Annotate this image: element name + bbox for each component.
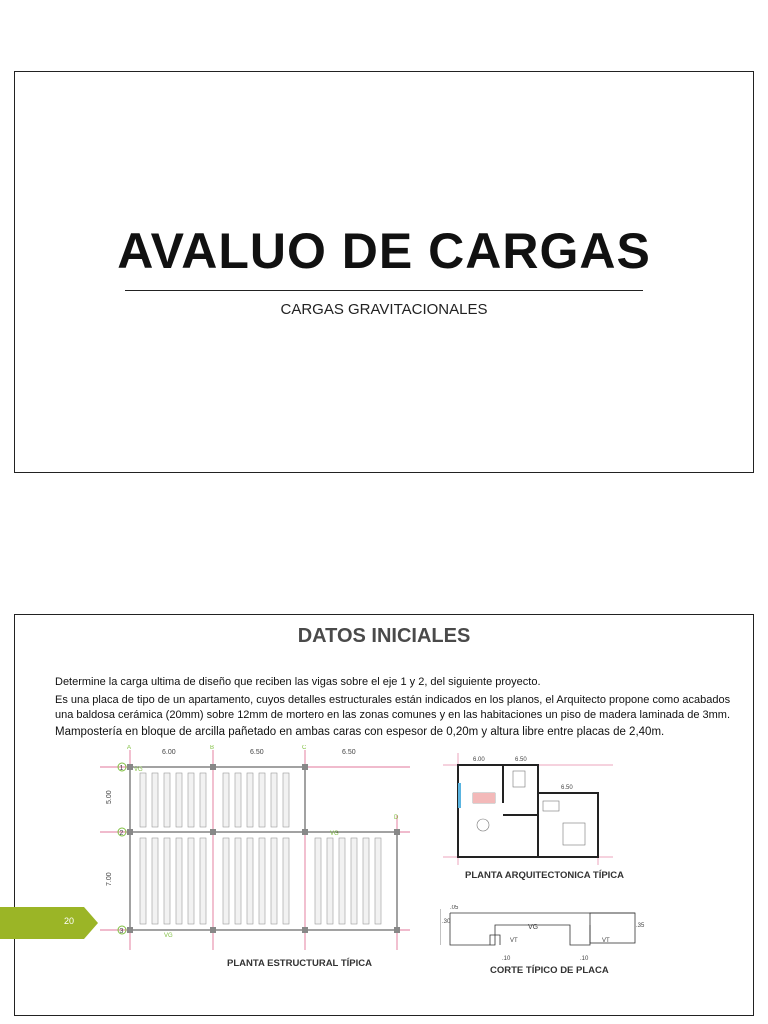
beam-label: VG <box>164 933 173 939</box>
row-axis-label: 1 <box>119 765 124 772</box>
page-number: 20 <box>64 916 75 926</box>
section-caption: CORTE TÍPICO DE PLACA <box>490 965 609 976</box>
section-dim: .30 <box>442 919 451 925</box>
row-axis-label: 2 <box>119 830 124 837</box>
section-label: VT <box>602 938 610 944</box>
arch-span-label: 6.50 <box>515 757 527 763</box>
beam-label: VG <box>330 831 339 837</box>
arch-span-label: 6.00 <box>473 757 485 763</box>
structural-plan-drawing <box>100 745 410 955</box>
row-axis-label: 3 <box>119 928 124 935</box>
section-dim: .10 <box>502 956 511 962</box>
section-drawing <box>440 905 645 965</box>
title-slide <box>14 71 754 473</box>
page-number-badge <box>0 907 98 939</box>
height-label: 5.00 <box>106 790 113 804</box>
section-dim: .10 <box>580 956 589 962</box>
section-dim: .35 <box>636 923 645 929</box>
structural-plan-caption: PLANTA ESTRUCTURAL TÍPICA <box>227 958 372 969</box>
column-axis-label: B <box>210 745 215 751</box>
paragraph-2: Es una placa de tipo de un apartamento, cuyos detalles estructurales están indicados en los planos, el Arquitecto propone como acabados una baldosa cerámica (20mm) sobre 12mm de mortero en las zonas comunes y en las habitaciones un piso de madera laminada de 3mm. <box>55 694 731 721</box>
section-dim: .05 <box>450 905 459 911</box>
column-axis-label: C <box>302 745 307 751</box>
span-label: 6.50 <box>342 749 356 756</box>
architectural-plan-drawing <box>443 753 613 865</box>
data-slide <box>14 614 754 1016</box>
arch-plan-caption: PLANTA ARQUITECTONICA TÍPICA <box>465 870 625 881</box>
height-label: 7.00 <box>106 872 113 886</box>
paragraph-3: Mampostería en bloque de arcilla pañetado en ambas caras con espesor de 0,20m y altura libre entre placas de 2,40m. <box>55 726 665 738</box>
slide-title: AVALUO DE CARGAS <box>117 223 651 279</box>
section-label: VT <box>510 938 518 944</box>
arch-span-label: 6.50 <box>561 785 573 791</box>
span-label: 6.50 <box>250 749 264 756</box>
beam-label: VG <box>134 767 143 773</box>
column-axis-label: D <box>394 815 399 821</box>
slide-subtitle: CARGAS GRAVITACIONALES <box>280 301 488 318</box>
section-title: DATOS INICIALES <box>297 625 471 647</box>
paragraph-1: Determine la carga ultima de diseño que reciben las vigas sobre el eje 1 y 2, del siguiente proyecto. <box>55 676 541 688</box>
title-divider <box>125 290 643 291</box>
section-label: VG <box>528 924 539 931</box>
span-label: 6.00 <box>162 749 176 756</box>
column-axis-label: A <box>127 745 132 751</box>
